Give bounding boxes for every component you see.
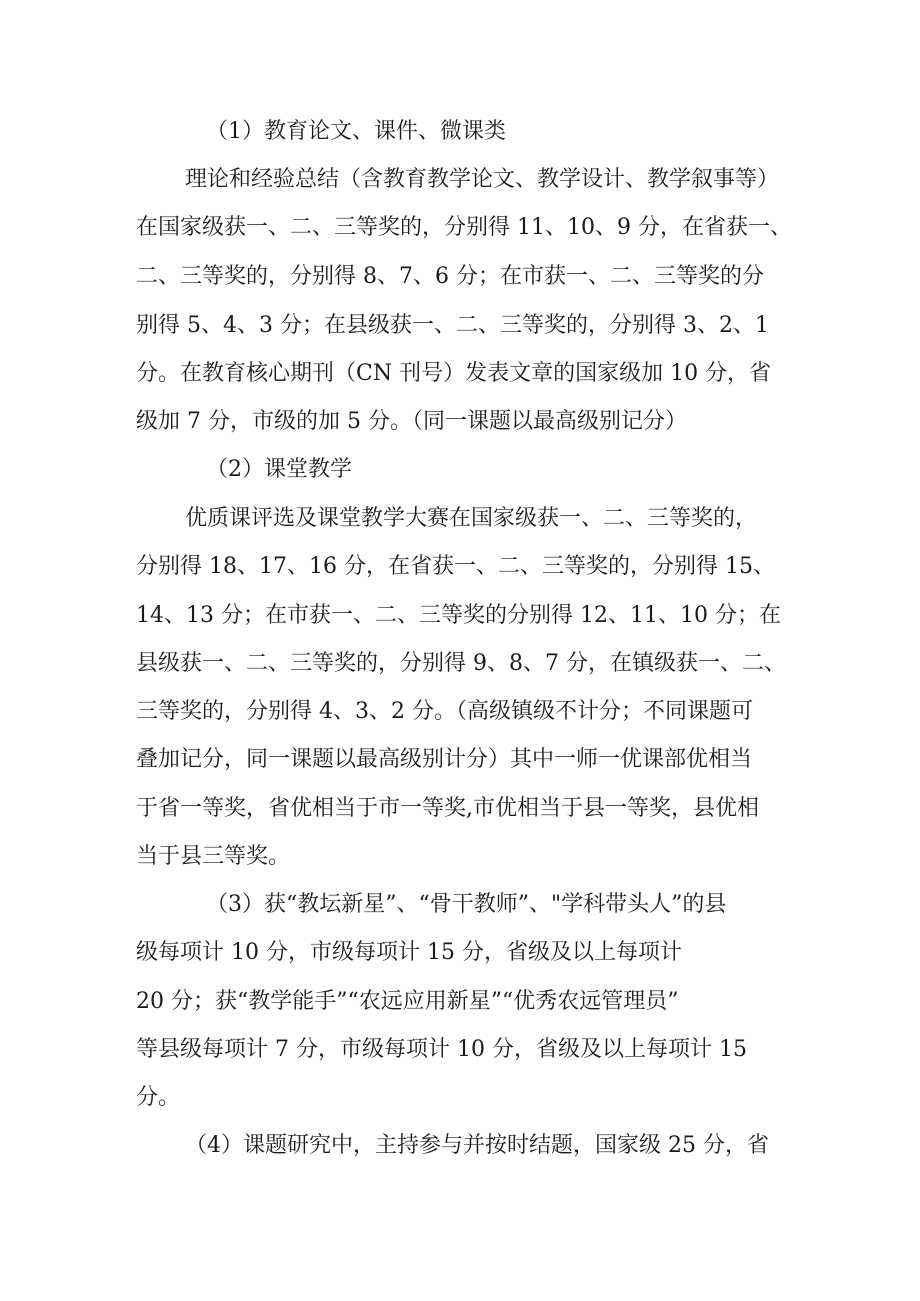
heading-classroom-teaching: （2）课堂教学: [206, 457, 352, 482]
paragraph-line: 20 分；获“教学能手”“农远应用新星”“优秀农远管理员”: [136, 989, 679, 1014]
paragraph-line-item-3: （3）获“教坛新星”、“骨干教师”、"学科带头人”的县: [206, 892, 727, 917]
paragraph-line: 分。在教育核心期刊（CN 刊号）发表文章的国家级加 10 分，省: [136, 361, 772, 386]
paragraph-line: 分别得 18、17、16 分，在省获一、二、三等奖的，分别得 15、: [136, 554, 775, 579]
paragraph-line: 级每项计 10 分，市级每项计 15 分，省级及以上每项计: [136, 940, 682, 965]
paragraph-line: 叠加记分，同一课题以最高级别计分）其中一师一优课部优相当: [136, 747, 753, 772]
paragraph-line-item-4: （4）课题研究中，主持参与并按时结题，国家级 25 分，省: [185, 1133, 769, 1158]
paragraph-line: 于省一等奖，省优相当于市一等奖,市优相当于县一等奖，县优相: [136, 796, 759, 821]
paragraph-line: 县级获一、二、三等奖的，分别得 9、8、7 分，在镇级获一、二、: [136, 651, 786, 676]
heading-papers: （1）教育论文、课件、微课类: [206, 119, 506, 144]
paragraph-line: 理论和经验总结（含教育教学论文、教学设计、教学叙事等）: [185, 167, 780, 192]
paragraph-line: 当于县三等奖。: [136, 844, 291, 869]
paragraph-line: 三等奖的，分别得 4、3、2 分。（高级镇级不计分；不同课题可: [136, 699, 753, 724]
paragraph-line: 优质课评选及课堂教学大赛在国家级获一、二、三等奖的，: [185, 506, 758, 531]
paragraph-line: 二、三等奖的，分别得 8、7、6 分；在市获一、二、三等奖的分: [136, 264, 764, 289]
paragraph-line: 级加 7 分，市级的加 5 分。（同一课题以最高级别记分）: [136, 409, 687, 434]
paragraph-line: 在国家级获一、二、三等奖的，分别得 11、10、9 分，在省获一、: [136, 215, 792, 240]
paragraph-line: 别得 5、4、3 分；在县级获一、二、三等奖的，分别得 3、2、1: [136, 313, 769, 338]
paragraph-line: 等县级每项计 7 分，市级每项计 10 分，省级及以上每项计 15: [136, 1037, 747, 1062]
paragraph-line: 14、13 分；在市获一、二、三等奖的分别得 12、11、10 分；在: [136, 603, 781, 628]
paragraph-line: 分。: [136, 1085, 181, 1110]
